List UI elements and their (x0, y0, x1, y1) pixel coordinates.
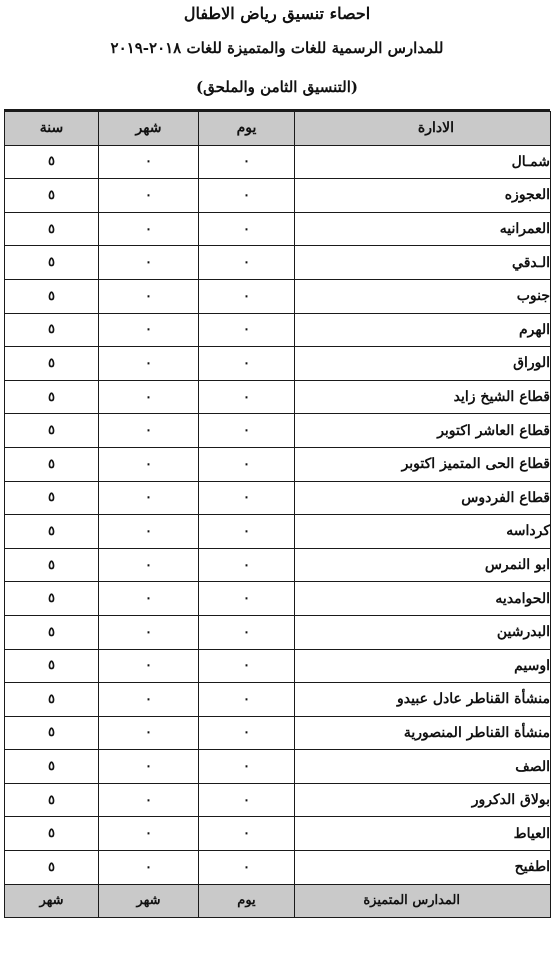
cell-department: الوراق (295, 347, 551, 381)
cell-day: ٠ (199, 279, 295, 313)
cell-day: ٠ (199, 649, 295, 683)
header-department: الادارة (295, 112, 551, 146)
cell-day: ٠ (199, 515, 295, 549)
table-row (5, 649, 551, 683)
cell-month: ٠ (99, 414, 199, 448)
cell-month: ٠ (99, 481, 199, 515)
cell-day: ٠ (199, 414, 295, 448)
cell-year: ٥ (5, 716, 99, 750)
cell-month: ٠ (99, 179, 199, 213)
document-title: احصاء تنسيق رياض الاطفال (183, 4, 371, 23)
cell-department: قطاع الحى المتميز اكتوبر (295, 447, 551, 481)
cell-department: ابو النمرس (295, 548, 551, 582)
cell-month: ٠ (99, 447, 199, 481)
table-row (5, 179, 551, 213)
cell-day: ٠ (199, 615, 295, 649)
cell-month: ٠ (99, 683, 199, 717)
cell-year: ٥ (5, 179, 99, 213)
footer-department: المدارس المتميزة (295, 884, 551, 918)
cell-department: اوسيم (295, 649, 551, 683)
cell-day: ٠ (199, 179, 295, 213)
cell-year: ٥ (5, 817, 99, 851)
cell-day: ٠ (199, 817, 295, 851)
table-row (5, 212, 551, 246)
cell-day: ٠ (199, 750, 295, 784)
cell-day: ٠ (199, 145, 295, 179)
cell-day: ٠ (199, 313, 295, 347)
cell-month: ٠ (99, 716, 199, 750)
cell-department: جنوب (295, 279, 551, 313)
cell-department: قطاع العاشر اكتوبر (295, 414, 551, 448)
cell-department: البدرشين (295, 615, 551, 649)
header-year: سنة (5, 112, 99, 146)
cell-department: قطاع الشيخ زايد (295, 380, 551, 414)
table-row (5, 246, 551, 280)
table-row (5, 279, 551, 313)
table-header-row (5, 112, 551, 146)
table-row (5, 414, 551, 448)
cell-year: ٥ (5, 515, 99, 549)
cell-month: ٠ (99, 347, 199, 381)
cell-day: ٠ (199, 380, 295, 414)
cell-department: العمرانيه (295, 212, 551, 246)
table-row (5, 783, 551, 817)
cell-year: ٥ (5, 548, 99, 582)
cell-year: ٥ (5, 582, 99, 616)
table-row (5, 615, 551, 649)
cell-department: شمـال (295, 145, 551, 179)
cell-year: ٥ (5, 414, 99, 448)
cell-day: ٠ (199, 716, 295, 750)
cell-month: ٠ (99, 313, 199, 347)
cell-day: ٠ (199, 347, 295, 381)
statistics-table (4, 111, 551, 918)
cell-department: اطفيح (295, 851, 551, 885)
cell-department: الصف (295, 750, 551, 784)
cell-year: ٥ (5, 380, 99, 414)
cell-year: ٥ (5, 783, 99, 817)
table-footer-row (5, 884, 551, 918)
cell-day: ٠ (199, 851, 295, 885)
cell-department: العجوزه (295, 179, 551, 213)
cell-month: ٠ (99, 145, 199, 179)
cell-day: ٠ (199, 212, 295, 246)
cell-year: ٥ (5, 246, 99, 280)
cell-department: كرداسه (295, 515, 551, 549)
cell-day: ٠ (199, 548, 295, 582)
cell-year: ٥ (5, 145, 99, 179)
cell-year: ٥ (5, 851, 99, 885)
cell-month: ٠ (99, 515, 199, 549)
cell-month: ٠ (99, 851, 199, 885)
table-row (5, 515, 551, 549)
cell-year: ٥ (5, 615, 99, 649)
cell-department: العياط (295, 817, 551, 851)
cell-month: ٠ (99, 649, 199, 683)
cell-year: ٥ (5, 750, 99, 784)
header-month: شهر (99, 112, 199, 146)
cell-month: ٠ (99, 783, 199, 817)
cell-month: ٠ (99, 380, 199, 414)
footer-month: شهر (99, 884, 199, 918)
cell-day: ٠ (199, 582, 295, 616)
cell-month: ٠ (99, 615, 199, 649)
table-row (5, 817, 551, 851)
cell-department: الحوامديه (295, 582, 551, 616)
cell-month: ٠ (99, 246, 199, 280)
cell-department: الـدقي (295, 246, 551, 280)
cell-month: ٠ (99, 582, 199, 616)
cell-year: ٥ (5, 481, 99, 515)
cell-month: ٠ (99, 279, 199, 313)
cell-day: ٠ (199, 683, 295, 717)
cell-month: ٠ (99, 750, 199, 784)
cell-day: ٠ (199, 783, 295, 817)
cell-department: قطاع الفردوس (295, 481, 551, 515)
table-row (5, 750, 551, 784)
cell-year: ٥ (5, 683, 99, 717)
document-note: (التنسيق الثامن والملحق) (196, 78, 358, 96)
table-row (5, 716, 551, 750)
cell-year: ٥ (5, 313, 99, 347)
cell-day: ٠ (199, 447, 295, 481)
cell-month: ٠ (99, 212, 199, 246)
table-row (5, 481, 551, 515)
header-day: يوم (199, 112, 295, 146)
table-row (5, 313, 551, 347)
cell-year: ٥ (5, 447, 99, 481)
cell-department: الهرم (295, 313, 551, 347)
document-subtitle: للمدارس الرسمية للغات والمتميزة للغات ٢٠١٨-٢٠١٩ (110, 39, 444, 57)
table-row (5, 145, 551, 179)
cell-month: ٠ (99, 548, 199, 582)
table-row (5, 380, 551, 414)
cell-day: ٠ (199, 246, 295, 280)
cell-department: منشأة القناطر عادل عبيدو (295, 683, 551, 717)
cell-year: ٥ (5, 279, 99, 313)
table-row (5, 447, 551, 481)
cell-department: منشأة القناطر المنصورية (295, 716, 551, 750)
table-row (5, 347, 551, 381)
footer-year: شهر (5, 884, 99, 918)
table-row (5, 548, 551, 582)
table-row (5, 683, 551, 717)
cell-year: ٥ (5, 649, 99, 683)
cell-year: ٥ (5, 347, 99, 381)
table-row (5, 582, 551, 616)
cell-year: ٥ (5, 212, 99, 246)
footer-day: يوم (199, 884, 295, 918)
cell-day: ٠ (199, 481, 295, 515)
cell-month: ٠ (99, 817, 199, 851)
cell-department: بولاق الدكرور (295, 783, 551, 817)
table-row (5, 851, 551, 885)
